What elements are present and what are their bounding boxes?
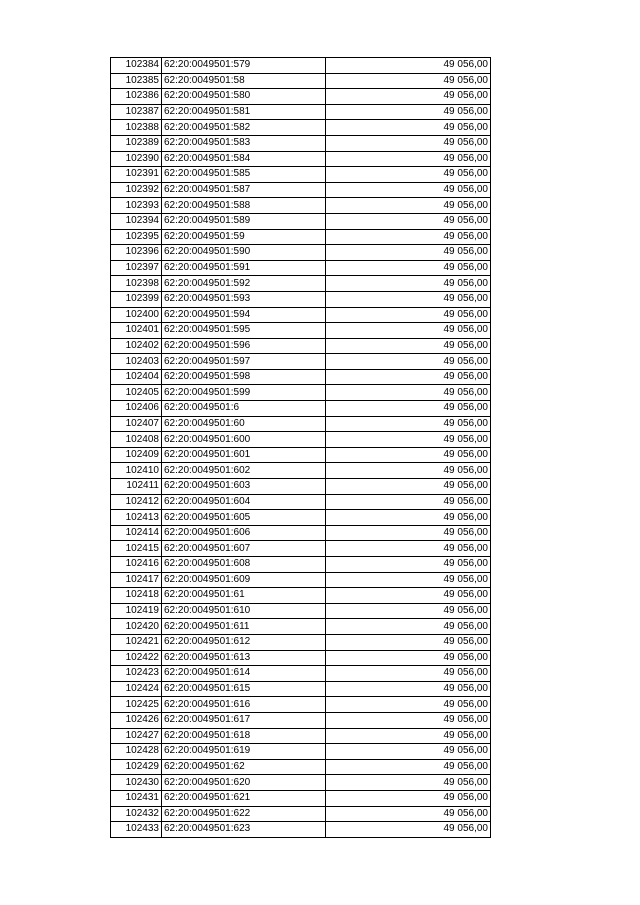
cadastral-number-cell: 62:20:0049501:623 <box>162 822 326 838</box>
cadastral-number-cell: 62:20:0049501:604 <box>162 494 326 510</box>
cadastral-number-cell: 62:20:0049501:579 <box>162 58 326 74</box>
cadastral-value-cell: 49 056,00 <box>326 385 491 401</box>
cadastral-number-cell: 62:20:0049501:580 <box>162 89 326 105</box>
cadastral-value-cell: 49 056,00 <box>326 494 491 510</box>
cadastral-value-cell: 49 056,00 <box>326 822 491 838</box>
table-row <box>111 198 491 214</box>
cadastral-value-cell: 49 056,00 <box>326 525 491 541</box>
row-number-cell: 102402 <box>111 338 162 354</box>
cadastral-value-cell: 49 056,00 <box>326 572 491 588</box>
cadastral-value-cell: 49 056,00 <box>326 213 491 229</box>
cadastral-number-cell: 62:20:0049501:612 <box>162 634 326 650</box>
table-row <box>111 775 491 791</box>
table-row <box>111 245 491 261</box>
cadastral-number-cell: 62:20:0049501:6 <box>162 401 326 417</box>
cadastral-number-cell: 62:20:0049501:588 <box>162 198 326 214</box>
cadastral-number-cell: 62:20:0049501:598 <box>162 369 326 385</box>
table-body <box>111 58 491 838</box>
table-row <box>111 213 491 229</box>
table-row <box>111 276 491 292</box>
cadastral-value-cell: 49 056,00 <box>326 73 491 89</box>
cadastral-value-cell: 49 056,00 <box>326 135 491 151</box>
cadastral-value-cell: 49 056,00 <box>326 681 491 697</box>
cadastral-number-cell: 62:20:0049501:619 <box>162 744 326 760</box>
cadastral-value-cell: 49 056,00 <box>326 447 491 463</box>
cadastral-number-cell: 62:20:0049501:609 <box>162 572 326 588</box>
cadastral-number-cell: 62:20:0049501:601 <box>162 447 326 463</box>
table-row <box>111 120 491 136</box>
cadastral-value-cell: 49 056,00 <box>326 245 491 261</box>
row-number-cell: 102420 <box>111 619 162 635</box>
cadastral-number-cell: 62:20:0049501:622 <box>162 806 326 822</box>
table-row <box>111 447 491 463</box>
row-number-cell: 102388 <box>111 120 162 136</box>
row-number-cell: 102415 <box>111 541 162 557</box>
cadastral-number-cell: 62:20:0049501:603 <box>162 479 326 495</box>
row-number-cell: 102392 <box>111 182 162 198</box>
cadastral-number-cell: 62:20:0049501:58 <box>162 73 326 89</box>
cadastral-value-cell: 49 056,00 <box>326 510 491 526</box>
cadastral-value-cell: 49 056,00 <box>326 619 491 635</box>
row-number-cell: 102431 <box>111 790 162 806</box>
table-row <box>111 416 491 432</box>
cadastral-value-cell: 49 056,00 <box>326 588 491 604</box>
table-row <box>111 291 491 307</box>
cadastral-number-cell: 62:20:0049501:59 <box>162 229 326 245</box>
row-number-cell: 102390 <box>111 151 162 167</box>
cadastral-number-cell: 62:20:0049501:611 <box>162 619 326 635</box>
row-number-cell: 102423 <box>111 666 162 682</box>
table-row <box>111 182 491 198</box>
row-number-cell: 102396 <box>111 245 162 261</box>
table-row <box>111 822 491 838</box>
cadastral-value-cell: 49 056,00 <box>326 728 491 744</box>
cadastral-number-cell: 62:20:0049501:593 <box>162 291 326 307</box>
table-row <box>111 104 491 120</box>
table-row <box>111 697 491 713</box>
table-row <box>111 790 491 806</box>
table-row <box>111 151 491 167</box>
cadastral-number-cell: 62:20:0049501:620 <box>162 775 326 791</box>
row-number-cell: 102429 <box>111 759 162 775</box>
table-row <box>111 650 491 666</box>
row-number-cell: 102426 <box>111 712 162 728</box>
cadastral-value-cell: 49 056,00 <box>326 650 491 666</box>
cadastral-value-cell: 49 056,00 <box>326 790 491 806</box>
row-number-cell: 102416 <box>111 557 162 573</box>
row-number-cell: 102400 <box>111 307 162 323</box>
cadastral-number-cell: 62:20:0049501:581 <box>162 104 326 120</box>
table-row <box>111 619 491 635</box>
cadastral-number-cell: 62:20:0049501:61 <box>162 588 326 604</box>
table-row <box>111 712 491 728</box>
cadastral-value-cell: 49 056,00 <box>326 229 491 245</box>
row-number-cell: 102407 <box>111 416 162 432</box>
row-number-cell: 102422 <box>111 650 162 666</box>
cadastral-value-cell: 49 056,00 <box>326 697 491 713</box>
row-number-cell: 102410 <box>111 463 162 479</box>
cadastral-value-cell: 49 056,00 <box>326 712 491 728</box>
row-number-cell: 102411 <box>111 479 162 495</box>
cadastral-number-cell: 62:20:0049501:590 <box>162 245 326 261</box>
table-row <box>111 58 491 74</box>
cadastral-number-cell: 62:20:0049501:605 <box>162 510 326 526</box>
cadastral-number-cell: 62:20:0049501:617 <box>162 712 326 728</box>
row-number-cell: 102425 <box>111 697 162 713</box>
cadastral-number-cell: 62:20:0049501:600 <box>162 432 326 448</box>
table-row <box>111 494 491 510</box>
row-number-cell: 102428 <box>111 744 162 760</box>
row-number-cell: 102409 <box>111 447 162 463</box>
cadastral-number-cell: 62:20:0049501:610 <box>162 603 326 619</box>
row-number-cell: 102408 <box>111 432 162 448</box>
cadastral-value-cell: 49 056,00 <box>326 557 491 573</box>
cadastral-number-cell: 62:20:0049501:583 <box>162 135 326 151</box>
cadastral-value-cell: 49 056,00 <box>326 432 491 448</box>
row-number-cell: 102412 <box>111 494 162 510</box>
row-number-cell: 102417 <box>111 572 162 588</box>
table-row <box>111 541 491 557</box>
cadastral-value-cell: 49 056,00 <box>326 354 491 370</box>
table-row <box>111 369 491 385</box>
cadastral-value-cell: 49 056,00 <box>326 291 491 307</box>
cadastral-number-cell: 62:20:0049501:582 <box>162 120 326 136</box>
cadastral-number-cell: 62:20:0049501:597 <box>162 354 326 370</box>
row-number-cell: 102413 <box>111 510 162 526</box>
table-row <box>111 572 491 588</box>
table-row <box>111 510 491 526</box>
cadastral-value-cell: 49 056,00 <box>326 463 491 479</box>
cadastral-value-cell: 49 056,00 <box>326 338 491 354</box>
row-number-cell: 102403 <box>111 354 162 370</box>
cadastral-value-cell: 49 056,00 <box>326 759 491 775</box>
row-number-cell: 102385 <box>111 73 162 89</box>
cadastral-number-cell: 62:20:0049501:585 <box>162 167 326 183</box>
cadastral-number-cell: 62:20:0049501:602 <box>162 463 326 479</box>
table-row <box>111 588 491 604</box>
table-row <box>111 603 491 619</box>
table-row <box>111 557 491 573</box>
row-number-cell: 102418 <box>111 588 162 604</box>
row-number-cell: 102430 <box>111 775 162 791</box>
cadastral-number-cell: 62:20:0049501:615 <box>162 681 326 697</box>
table-row <box>111 759 491 775</box>
cadastral-value-cell: 49 056,00 <box>326 775 491 791</box>
cadastral-number-cell: 62:20:0049501:62 <box>162 759 326 775</box>
cadastral-value-cell: 49 056,00 <box>326 120 491 136</box>
row-number-cell: 102399 <box>111 291 162 307</box>
row-number-cell: 102421 <box>111 634 162 650</box>
cadastral-number-cell: 62:20:0049501:614 <box>162 666 326 682</box>
cadastral-number-cell: 62:20:0049501:584 <box>162 151 326 167</box>
row-number-cell: 102414 <box>111 525 162 541</box>
row-number-cell: 102432 <box>111 806 162 822</box>
cadastral-value-cell: 49 056,00 <box>326 634 491 650</box>
cadastral-value-cell: 49 056,00 <box>326 260 491 276</box>
cadastral-number-cell: 62:20:0049501:618 <box>162 728 326 744</box>
table-row <box>111 681 491 697</box>
row-number-cell: 102395 <box>111 229 162 245</box>
table-row <box>111 728 491 744</box>
cadastral-value-cell: 49 056,00 <box>326 479 491 495</box>
table-row <box>111 323 491 339</box>
cadastral-number-cell: 62:20:0049501:594 <box>162 307 326 323</box>
cadastral-value-cell: 49 056,00 <box>326 307 491 323</box>
row-number-cell: 102387 <box>111 104 162 120</box>
table-row <box>111 260 491 276</box>
cadastral-value-cell: 49 056,00 <box>326 104 491 120</box>
row-number-cell: 102404 <box>111 369 162 385</box>
table-row <box>111 479 491 495</box>
cadastral-number-cell: 62:20:0049501:591 <box>162 260 326 276</box>
table-row <box>111 525 491 541</box>
cadastral-number-cell: 62:20:0049501:595 <box>162 323 326 339</box>
cadastral-value-cell: 49 056,00 <box>326 369 491 385</box>
row-number-cell: 102391 <box>111 167 162 183</box>
cadastral-value-cell: 49 056,00 <box>326 182 491 198</box>
cadastral-number-cell: 62:20:0049501:606 <box>162 525 326 541</box>
cadastral-value-cell: 49 056,00 <box>326 603 491 619</box>
table-row <box>111 806 491 822</box>
cadastral-value-cell: 49 056,00 <box>326 401 491 417</box>
cadastral-number-cell: 62:20:0049501:607 <box>162 541 326 557</box>
table-row <box>111 89 491 105</box>
table-row <box>111 432 491 448</box>
table-row <box>111 167 491 183</box>
cadastral-number-cell: 62:20:0049501:60 <box>162 416 326 432</box>
table-row <box>111 307 491 323</box>
cadastral-value-cell: 49 056,00 <box>326 416 491 432</box>
row-number-cell: 102401 <box>111 323 162 339</box>
cadastral-number-cell: 62:20:0049501:613 <box>162 650 326 666</box>
table-row <box>111 634 491 650</box>
table-row <box>111 744 491 760</box>
cadastral-value-cell: 49 056,00 <box>326 806 491 822</box>
table-row <box>111 229 491 245</box>
row-number-cell: 102386 <box>111 89 162 105</box>
cadastral-number-cell: 62:20:0049501:608 <box>162 557 326 573</box>
row-number-cell: 102393 <box>111 198 162 214</box>
row-number-cell: 102427 <box>111 728 162 744</box>
row-number-cell: 102405 <box>111 385 162 401</box>
cadastral-number-cell: 62:20:0049501:621 <box>162 790 326 806</box>
row-number-cell: 102384 <box>111 58 162 74</box>
table-row <box>111 73 491 89</box>
cadastral-value-cell: 49 056,00 <box>326 323 491 339</box>
table-row <box>111 666 491 682</box>
row-number-cell: 102419 <box>111 603 162 619</box>
row-number-cell: 102389 <box>111 135 162 151</box>
cadastral-value-cell: 49 056,00 <box>326 744 491 760</box>
cadastral-number-cell: 62:20:0049501:596 <box>162 338 326 354</box>
cadastral-number-cell: 62:20:0049501:587 <box>162 182 326 198</box>
cadastral-value-cell: 49 056,00 <box>326 89 491 105</box>
row-number-cell: 102397 <box>111 260 162 276</box>
table-row <box>111 338 491 354</box>
cadastral-value-cell: 49 056,00 <box>326 151 491 167</box>
cadastral-value-cell: 49 056,00 <box>326 276 491 292</box>
row-number-cell: 102394 <box>111 213 162 229</box>
cadastral-value-cell: 49 056,00 <box>326 666 491 682</box>
table-row <box>111 385 491 401</box>
cadastral-number-cell: 62:20:0049501:599 <box>162 385 326 401</box>
cadastral-value-cell: 49 056,00 <box>326 198 491 214</box>
cadastral-value-cell: 49 056,00 <box>326 541 491 557</box>
row-number-cell: 102406 <box>111 401 162 417</box>
row-number-cell: 102398 <box>111 276 162 292</box>
table-row <box>111 401 491 417</box>
row-number-cell: 102424 <box>111 681 162 697</box>
row-number-cell: 102433 <box>111 822 162 838</box>
table-row <box>111 135 491 151</box>
table-row <box>111 463 491 479</box>
cadastral-value-cell: 49 056,00 <box>326 167 491 183</box>
table-row <box>111 354 491 370</box>
cadastral-number-cell: 62:20:0049501:589 <box>162 213 326 229</box>
cadastral-number-cell: 62:20:0049501:616 <box>162 697 326 713</box>
cadastral-value-cell: 49 056,00 <box>326 58 491 74</box>
cadastral-value-table <box>110 57 491 838</box>
cadastral-number-cell: 62:20:0049501:592 <box>162 276 326 292</box>
